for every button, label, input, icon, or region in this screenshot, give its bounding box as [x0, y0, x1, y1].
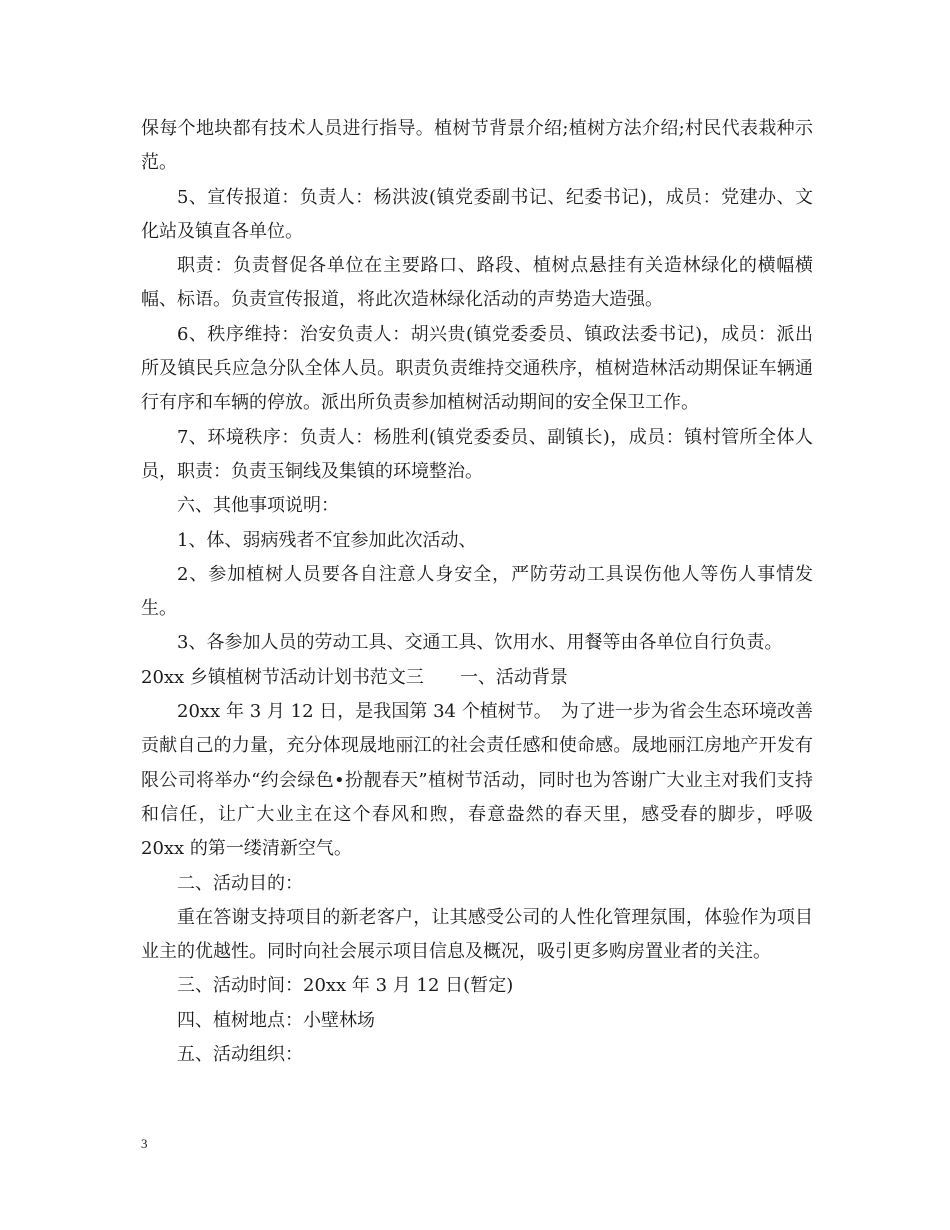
paragraph: 三、活动时间：20xx 年 3 月 12 日(暂定)	[177, 975, 514, 997]
paragraph: 20xx 年 3 月 12 日，是我国第 34 个植树节。 为了进一步为省会生态环境改善贡献自己的力量，充分体现晟地丽江的社会责任感和使命感。晟地丽江房地产开发有限公司将举办“约会绿色•扮靓春天”植树节活动，同时也为答谢广大业主对我们支持和信任，让广大业主在这个春风和煦，春意盎然的春天里，感受春的脚步，呼吸 20xx 的第一缕清新空气。	[141, 701, 813, 860]
paragraph: 1、体、弱病残者不宜参加此次活动、	[177, 529, 477, 551]
section-first-heading: 一、活动背景	[459, 666, 568, 688]
section-title-line	[141, 661, 813, 695]
paragraph: 3、各参加人员的劳动工具、交通工具、饮用水、用餐等由各单位自行负责。	[177, 632, 783, 654]
paragraph: 6、秩序维持：治安负责人：胡兴贵(镇党委委员、镇政法委书记)，成员：派出所及镇民兵应急分队全体人员。职责负责维持交通秩序，植树造林活动期保证车辆通行有序和车辆的停放。派出所负责参加植树活动期间的安全保卫工作。	[141, 323, 813, 414]
paragraph: 六、其他事项说明：	[177, 495, 339, 517]
paragraph: 保每个地块都有技术人员进行指导。植树节背景介绍;植树方法介绍;村民代表栽种示范。	[141, 118, 813, 174]
section-title: 20xx 乡镇植树节活动计划书范文三	[141, 666, 424, 688]
document-body	[141, 112, 813, 1072]
paragraph: 二、活动目的：	[177, 872, 303, 894]
paragraph: 7、环境秩序：负责人：杨胜利(镇党委委员、副镇长)，成员：镇村管所全体人员，职责：负责玉铜线及集镇的环境整治。	[141, 426, 813, 482]
paragraph: 重在答谢支持项目的新老客户，让其感受公司的人性化管理氛围，体验作为项目业主的优越性。同时向社会展示项目信息及概况，吸引更多购房置业者的关注。	[141, 906, 813, 963]
paragraph: 5、宣传报道：负责人：杨洪波(镇党委副书记、纪委书记)，成员：党建办、文化站及镇直各单位。	[141, 186, 813, 242]
paragraph: 五、活动组织：	[177, 1044, 303, 1066]
paragraph: 2、参加植树人员要各自注意人身安全，严防劳动工具误伤他人等伤人事情发生。	[141, 563, 813, 620]
page-number: 3	[141, 1136, 148, 1151]
paragraph: 职责：负责督促各单位在主要路口、路段、植树点悬挂有关造林绿化的横幅横幅、标语。负责宣传报道，将此次造林绿化活动的声势造大造强。	[141, 255, 813, 311]
paragraph: 四、植树地点：小壁林场	[177, 1009, 375, 1031]
